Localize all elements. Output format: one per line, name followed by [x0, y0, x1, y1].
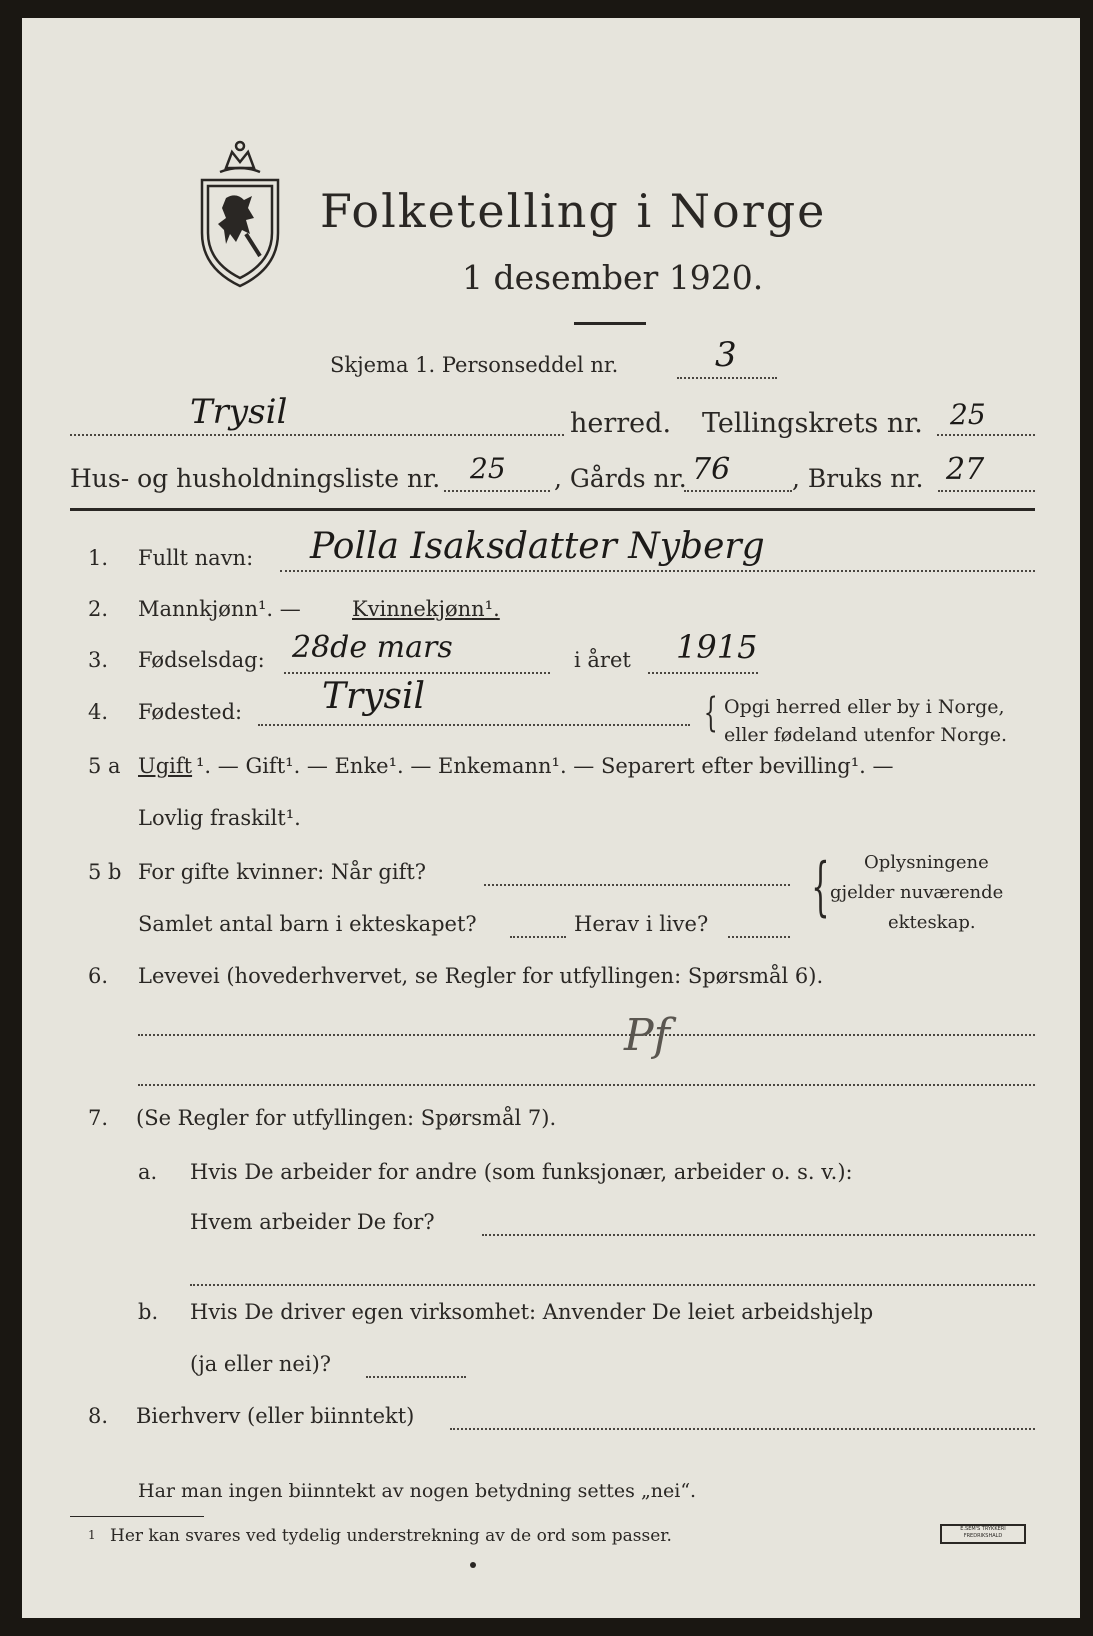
q4-label: Fødested:	[138, 700, 243, 724]
husholdningsliste-label: Hus- og husholdningsliste nr.	[70, 464, 441, 493]
q6-line1	[138, 1034, 1035, 1036]
herred-line	[70, 434, 564, 436]
q2-number: 2.	[88, 597, 109, 621]
herred-value: Trysil	[190, 392, 288, 432]
q5a-fraskilt: Lovlig fraskilt¹.	[138, 806, 301, 830]
bruks-line	[938, 490, 1035, 492]
footnote-divider	[70, 1516, 204, 1517]
skjema-number-line	[677, 377, 777, 379]
q1-label: Fullt navn:	[138, 546, 254, 570]
q6-text: Levevei (hovederhvervet, se Regler for utfyllingen: Spørsmål 6).	[138, 964, 824, 988]
form-title: Folketelling i Norge	[320, 184, 827, 238]
q4-note-line2: eller fødeland utenfor Norge.	[724, 724, 1008, 746]
q3-day-line	[284, 672, 550, 674]
q8-text: Bierhverv (eller biinntekt)	[136, 1404, 415, 1428]
header-divider	[70, 508, 1035, 511]
q7a-line2: Hvem arbeider De for?	[190, 1210, 435, 1234]
q5b-ilive-label: Herav i live?	[574, 912, 709, 936]
q5b-gift-line	[484, 884, 790, 886]
q5b-barn-label: Samlet antal barn i ekteskapet?	[138, 912, 477, 936]
husholdningsliste-line	[444, 490, 550, 492]
herred-label: herred.	[570, 408, 672, 439]
gards-line	[684, 490, 792, 492]
q1-number: 1.	[88, 546, 109, 570]
form-date: 1 desember 1920.	[462, 258, 764, 297]
gards-label: , Gårds nr.	[554, 464, 687, 493]
q1-line	[280, 570, 1035, 572]
q4-number: 4.	[88, 700, 109, 724]
q7-number: 7.	[88, 1106, 109, 1130]
q3-day-value: 28de mars	[292, 630, 453, 665]
q1-value: Polla Isaksdatter Nyberg	[310, 526, 765, 567]
bottom-dot	[470, 1562, 476, 1568]
q5b-number: 5 b	[88, 860, 122, 884]
title-divider	[574, 322, 646, 325]
q3-year-line	[648, 672, 758, 674]
q6-mark: Pf	[624, 1010, 670, 1061]
q7a-line1: Hvis De arbeider for andre (som funksjonær, arbeider o. s. v.):	[190, 1160, 853, 1184]
skjema-label: Skjema 1. Personseddel nr.	[330, 353, 619, 377]
q3-year-value: 1915	[676, 628, 758, 666]
q5b-brace: {	[811, 850, 830, 924]
q2-mannkjonn: Mannkjønn¹. —	[138, 597, 301, 621]
q3-year-label: i året	[574, 648, 631, 672]
q5a-ugift: Ugift	[138, 754, 193, 778]
q7b-number: b.	[138, 1300, 159, 1324]
q5a-options: ¹. — Gift¹. — Enke¹. — Enkemann¹. — Separert efter bevilling¹. —	[196, 754, 894, 778]
q6-line2	[138, 1084, 1035, 1086]
q8-line	[450, 1428, 1035, 1430]
q5b-ilive-line	[728, 936, 790, 938]
footnote-text: Her kan svares ved tydelig understrekning av de ord som passer.	[110, 1526, 672, 1546]
q7-text: (Se Regler for utfyllingen: Spørsmål 7).	[136, 1106, 557, 1130]
tellingskrets-line	[937, 434, 1035, 436]
footer-note: Har man ingen biinntekt av nogen betydning settes „nei“.	[138, 1480, 697, 1502]
q7b-line2: (ja eller nei)?	[190, 1352, 332, 1376]
skjema-number-value: 3	[715, 335, 737, 375]
q7b-line1: Hvis De driver egen virksomhet: Anvender De leiet arbeidshjelp	[190, 1300, 874, 1324]
q5a-number: 5 a	[88, 754, 121, 778]
printer-stamp	[940, 1524, 1026, 1544]
tellingskrets-value: 25	[950, 398, 986, 431]
q5b-note1: Oplysningene	[864, 852, 989, 873]
q8-number: 8.	[88, 1404, 109, 1428]
husholdningsliste-value: 25	[470, 452, 506, 485]
printer-stamp-line1: E.SEM'S TRYKKERI	[960, 1526, 1006, 1532]
bruks-label: , Bruks nr.	[792, 464, 924, 493]
q2-kvinnekjonn: Kvinnekjønn¹.	[352, 597, 500, 621]
q7b-line	[366, 1376, 466, 1378]
norwegian-coat-of-arms-icon	[196, 138, 284, 290]
bruks-value: 27	[946, 452, 985, 487]
q7a-line-extra	[190, 1284, 1035, 1286]
q5b-line1: For gifte kvinner: Når gift?	[138, 860, 427, 884]
q4-value: Trysil	[322, 676, 426, 717]
q7a-line	[482, 1234, 1035, 1236]
q3-number: 3.	[88, 648, 109, 672]
q5b-note3: ekteskap.	[888, 912, 976, 933]
printer-stamp-line2: FREDRIKSHALD	[963, 1533, 1003, 1539]
tellingskrets-label: Tellingskrets nr.	[702, 408, 923, 439]
q7a-number: a.	[138, 1160, 158, 1184]
q4-note-line1: Opgi herred eller by i Norge,	[724, 696, 1005, 718]
gards-value: 76	[692, 452, 731, 487]
q4-line	[258, 724, 690, 726]
q6-number: 6.	[88, 964, 109, 988]
q3-label: Fødselsdag:	[138, 648, 265, 672]
q4-brace: {	[703, 690, 718, 736]
footnote-mark: 1	[88, 1528, 96, 1542]
q5b-note2: gjelder nuværende	[830, 882, 1004, 903]
q5b-barn-line	[510, 936, 566, 938]
